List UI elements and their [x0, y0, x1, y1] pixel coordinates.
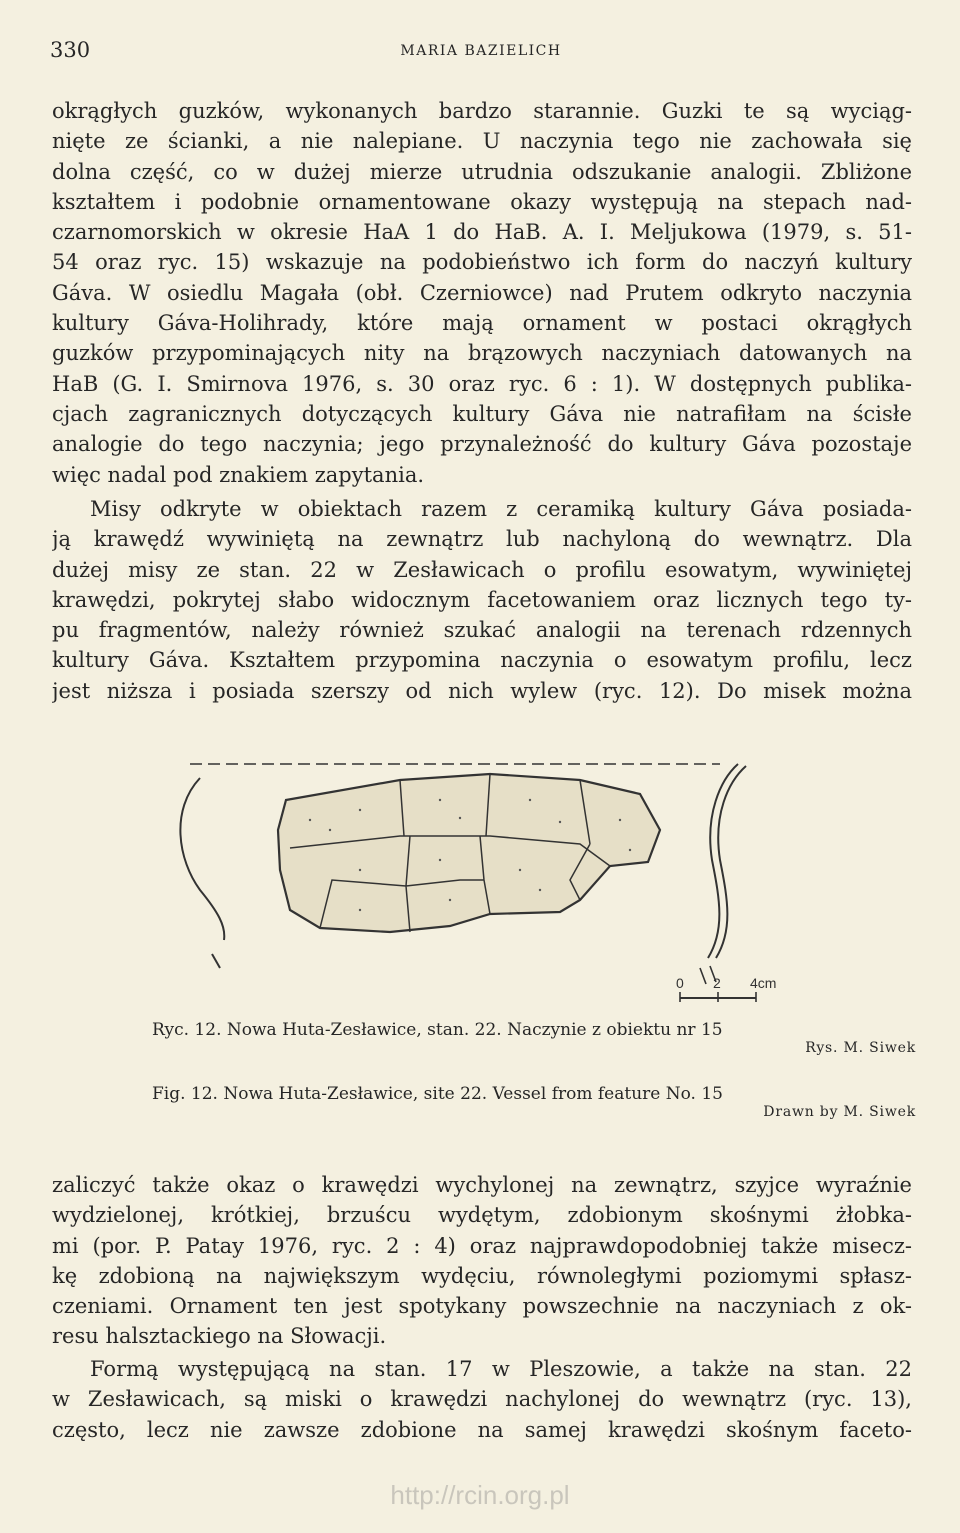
- text-line: jest niższa i posiada szerszy od nich wylew (ryc. 12). Do misek można: [52, 678, 912, 703]
- figure-caption-pl: [152, 1020, 916, 1056]
- scale-label: 4cm: [750, 975, 777, 991]
- text-line: kultury Gáva. Kształtem przypomina naczynia o esowatym profilu, lecz: [52, 648, 912, 673]
- text-line: Misy odkryte w obiektach razem z ceramiką kultury Gáva posiada-: [90, 497, 912, 521]
- paragraph-4: [52, 1354, 912, 1445]
- vessel-left-profile: [180, 778, 224, 940]
- vessel-drawing-svg: [160, 740, 800, 1020]
- text-line: dużej misy ze stan. 22 w Zesławicach o profilu esowatym, wywiniętej: [52, 557, 912, 582]
- caption-en-text: Fig. 12. Nowa Huta-Zesławice, site 22. Vessel from feature No. 15: [152, 1084, 723, 1104]
- text-line: guzków przypominających nity na brązowych naczyniach datowanych na: [52, 341, 912, 366]
- text-line: często, lecz nie zawsze zdobione na samej krawędzi skośnym faceto-: [52, 1417, 912, 1442]
- caption-pl-text: Ryc. 12. Nowa Huta-Zesławice, stan. 22. Naczynie z obiektu nr 15: [152, 1020, 723, 1040]
- vessel-section-outer: [708, 764, 738, 958]
- text-line: w Zesławicach, są miski o krawędzi nachylonej do wewnątrz (ryc. 13),: [52, 1387, 912, 1412]
- text-line: nięte ze ścianki, a nie nalepiane. U naczynia tego nie zachowała się: [52, 129, 912, 154]
- text-line: kultury Gáva-Holihrady, które mają ornament w postaci okrągłych: [52, 311, 912, 336]
- text-line: dolna część, co w dużej mierze utrudnia odszukanie analogii. Zbliżone: [52, 159, 912, 184]
- paragraph-1: [52, 96, 912, 490]
- text-line: Gáva. W osiedlu Magała (obł. Czerniowce) nad Prutem odkryto naczynia: [52, 280, 912, 305]
- text-line: więc nadal pod znakiem zapytania.: [52, 462, 425, 487]
- vessel-section-inner: [716, 766, 746, 958]
- page-number: 330: [50, 38, 91, 62]
- vessel-drawing: [160, 740, 800, 1020]
- figure-caption-en: [152, 1084, 916, 1120]
- text-line: czeniami. Ornament ten jest spotykany powszechnie na naczyniach z ok-: [52, 1294, 912, 1319]
- caption-en-credit: Drawn by M. Siwek: [763, 1104, 916, 1120]
- text-line: kę zdobioną na największym wydęciu, równoległymi poziomymi spłasz-: [52, 1263, 912, 1288]
- text-line: analogie do tego naczynia; jego przynależność do kultury Gáva pozostaje: [52, 432, 912, 457]
- text-line: ją krawędź wywiniętą na zewnątrz lub nachyloną do wewnątrz. Dla: [52, 527, 912, 552]
- scale-label: 0: [676, 975, 684, 991]
- text-line: 54 oraz ryc. 15) wskazuje na podobieństwo ich form do naczyń kultury: [52, 250, 912, 275]
- paragraph-3: [52, 1170, 912, 1352]
- watermark-url: http://rcin.org.pl: [390, 1480, 570, 1510]
- text-line: wydzielonej, krótkiej, brzuścu wydętym, zdobionym skośnymi żłobka-: [52, 1203, 912, 1228]
- text-line: cjach zagranicznych dotyczących kultury Gáva nie natrafiłam na ścisłe: [52, 401, 912, 426]
- sherd-outline: [278, 774, 660, 932]
- text-line: kształtem i podobnie ornamentowane okazy występują na stepach nad-: [52, 189, 912, 214]
- text-line: pu fragmentów, należy również szukać analogii na terenach rdzennych: [52, 618, 912, 643]
- scale-label: 2: [713, 975, 721, 991]
- paragraph-2: [52, 494, 912, 706]
- text-line: czarnomorskich w okresie HaA 1 do HaB. A. I. Meljukowa (1979, s. 51-: [52, 220, 912, 245]
- text-line: mi (por. P. Patay 1976, ryc. 2 : 4) oraz najprawdopodobniej także misecz-: [52, 1233, 912, 1258]
- page-header: [50, 38, 912, 62]
- text-line: okrągłych guzków, wykonanych bardzo starannie. Guzki te są wyciąg-: [52, 99, 912, 123]
- running-head: MARIA BAZIELICH: [400, 43, 562, 59]
- text-line: zaliczyć także okaz o krawędzi wychylonej na zewnątrz, szyjce wyraźnie: [52, 1173, 912, 1197]
- text-line: resu halsztackiego na Słowacji.: [52, 1324, 387, 1349]
- text-line: Formą występującą na stan. 17 w Pleszowie, a także na stan. 22: [90, 1357, 912, 1381]
- text-line: krawędzi, pokrytej słabo widocznym facetowaniem oraz licznych tego ty-: [52, 587, 912, 612]
- vessel-left-break: [212, 954, 220, 968]
- caption-pl-credit: Rys. M. Siwek: [805, 1040, 916, 1056]
- text-line: HaB (G. I. Smirnova 1976, s. 30 oraz ryc. 6 : 1). W dostępnych publika-: [52, 371, 912, 396]
